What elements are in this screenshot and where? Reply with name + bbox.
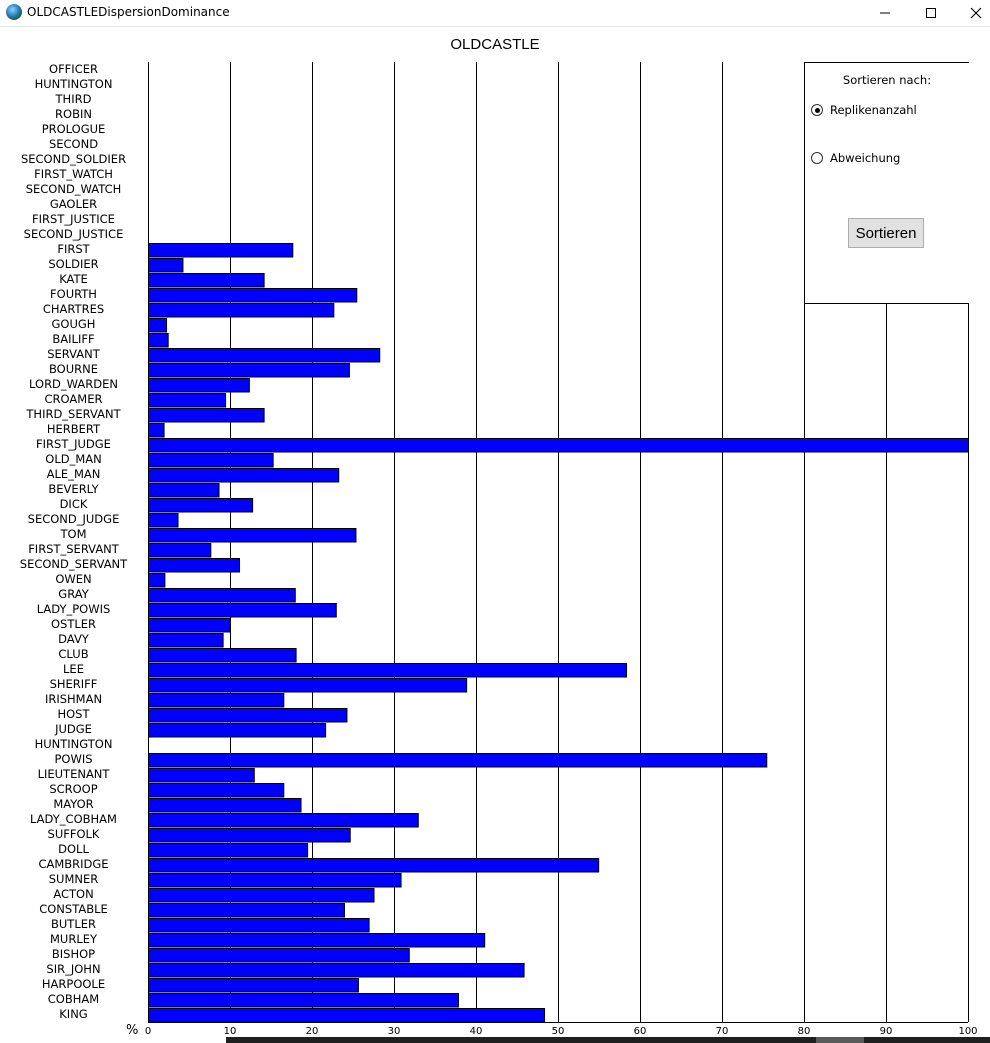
category-label: SERVANT <box>47 347 100 361</box>
category-label: FIRST <box>57 242 90 256</box>
bar-acton <box>149 889 375 903</box>
category-label: DICK <box>59 497 88 511</box>
category-label: SECOND <box>48 137 99 151</box>
sort-option-abweichung[interactable] <box>811 151 900 165</box>
category-label: KING <box>59 1007 88 1021</box>
category-label: SECOND_JUSTICE <box>23 227 124 241</box>
bar-irishman <box>149 694 284 708</box>
category-label: OWEN <box>55 572 92 586</box>
category-label: DAVY <box>58 632 89 646</box>
bar-bourne <box>149 364 350 378</box>
bar-kate <box>149 274 265 288</box>
bar-chartres <box>149 304 334 318</box>
bar-king <box>149 1009 545 1023</box>
bar-judge <box>149 724 326 738</box>
bar-ostler <box>149 619 230 633</box>
bar-constable <box>149 904 345 918</box>
bar-gray <box>149 589 296 603</box>
category-label: DOLL <box>58 842 89 856</box>
tick-label-20: 20 <box>305 1026 319 1037</box>
category-label: FOURTH <box>50 287 97 301</box>
bar-murley <box>149 934 485 948</box>
category-label: SECOND_SERVANT <box>19 557 128 571</box>
bar-bishop <box>149 949 410 963</box>
category-label: OSTLER <box>50 617 97 631</box>
bar-tom <box>149 529 356 543</box>
category-label: SUFFOLK <box>47 827 100 841</box>
category-label: COBHAM <box>47 992 100 1006</box>
bar-bailiff <box>149 334 169 348</box>
category-label: CLUB <box>58 647 89 661</box>
bar-host <box>149 709 347 723</box>
bar-first <box>149 244 293 258</box>
bar-mayor <box>149 799 302 813</box>
category-label: HARPOOLE <box>41 977 106 991</box>
category-label: ROBIN <box>55 107 92 121</box>
bar-lieutenant <box>149 769 255 783</box>
category-label: SIR_JOHN <box>46 962 101 976</box>
category-label: OFFICER <box>49 62 98 76</box>
bar-cambridge <box>149 859 599 873</box>
bar-first_judge <box>149 439 969 453</box>
category-label: BISHOP <box>51 947 96 961</box>
category-label: OLD_MAN <box>45 452 102 466</box>
bar-butler <box>149 919 370 933</box>
category-label: SECOND_JUDGE <box>27 512 120 526</box>
window-title: OLDCASTLEDispersionDominance <box>27 5 230 19</box>
category-label: MURLEY <box>49 932 98 946</box>
bar-sheriff <box>149 679 467 693</box>
category-label: FIRST_WATCH <box>34 167 113 181</box>
bar-third_servant <box>149 409 265 423</box>
category-label: ALE_MAN <box>46 467 101 481</box>
bar-croamer <box>149 394 226 408</box>
category-label: FIRST_SERVANT <box>28 542 119 556</box>
bar-gough <box>149 319 167 333</box>
tick-label-40: 40 <box>469 1026 483 1037</box>
bar-powis <box>149 754 767 768</box>
category-label: GAOLER <box>49 197 98 211</box>
bar-scroop <box>149 784 284 798</box>
bar-lee <box>149 664 627 678</box>
bar-fourth <box>149 289 357 303</box>
taskbar-strip <box>226 1037 990 1043</box>
sort-option-replikenanzahl[interactable] <box>811 103 917 117</box>
category-label: SECOND_SOLDIER <box>20 152 127 166</box>
bar-sir_john <box>149 964 525 978</box>
category-label: PROLOGUE <box>41 122 106 136</box>
radio-replikenanzahl-label: Replikenanzahl <box>830 103 917 117</box>
category-label: BOURNE <box>48 362 98 376</box>
tick-label-50: 50 <box>551 1026 565 1037</box>
category-label: BAILIFF <box>52 332 95 346</box>
bar-owen <box>149 574 165 588</box>
category-label: POWIS <box>54 752 93 766</box>
bar-lady_powis <box>149 604 337 618</box>
x-axis-label: % <box>126 1023 139 1038</box>
category-label: THIRD_SERVANT <box>26 407 121 421</box>
category-label: LADY_POWIS <box>36 602 111 616</box>
bar-club <box>149 649 297 663</box>
category-label: GRAY <box>58 587 89 601</box>
category-label: LORD_WARDEN <box>29 377 118 391</box>
category-label: IRISHMAN <box>44 692 103 706</box>
tick-label-60: 60 <box>633 1026 647 1037</box>
bar-davy <box>149 634 224 648</box>
bar-beverly <box>149 484 220 498</box>
bar-lord_warden <box>149 379 250 393</box>
chart-title: OLDCASTLE <box>450 36 540 53</box>
bar-dick <box>149 499 253 513</box>
category-label: CROAMER <box>44 392 103 406</box>
category-label: SECOND_WATCH <box>25 182 122 196</box>
category-label: GOUGH <box>51 317 96 331</box>
category-label: HERBERT <box>46 422 101 436</box>
category-label: BUTLER <box>51 917 96 931</box>
tick-label-80: 80 <box>797 1026 811 1037</box>
bar-harpoole <box>149 979 359 993</box>
bar-first_servant <box>149 544 211 558</box>
radio-replikenanzahl[interactable] <box>811 104 823 116</box>
bar-suffolk <box>149 829 351 843</box>
category-label: MAYOR <box>53 797 94 811</box>
sort-heading: Sortieren nach: <box>842 73 932 87</box>
tick-label-0: 0 <box>144 1026 152 1037</box>
category-label: LIEUTENANT <box>37 767 110 781</box>
category-label: KATE <box>59 272 88 286</box>
bar-doll <box>149 844 308 858</box>
category-label: JUDGE <box>55 722 92 736</box>
sort-panel <box>804 62 969 304</box>
category-label: LEE <box>63 662 84 676</box>
category-label: HUNTINGTON <box>34 77 113 91</box>
tick-label-70: 70 <box>715 1026 729 1037</box>
category-label: SOLDIER <box>48 257 99 271</box>
category-label: CAMBRIDGE <box>38 857 109 871</box>
bar-lady_cobham <box>149 814 419 828</box>
sort-button[interactable]: Sortieren <box>848 218 924 248</box>
category-label: LADY_COBHAM <box>30 812 117 826</box>
bar-cobham <box>149 994 459 1008</box>
tick-label-90: 90 <box>879 1026 893 1037</box>
taskbar-highlight <box>816 1037 864 1043</box>
category-label: SCROOP <box>49 782 98 796</box>
bar-herbert <box>149 424 165 438</box>
radio-abweichung-label: Abweichung <box>830 151 901 165</box>
category-label: ACTON <box>53 887 94 901</box>
bar-servant <box>149 349 380 363</box>
tick-label-100: 100 <box>958 1026 978 1037</box>
tick-label-10: 10 <box>223 1026 237 1037</box>
tick-label-30: 30 <box>387 1026 401 1037</box>
radio-abweichung[interactable] <box>811 152 823 164</box>
category-label: FIRST_JUDGE <box>36 437 111 451</box>
bar-second_servant <box>149 559 240 573</box>
bar-ale_man <box>149 469 339 483</box>
bar-sumner <box>149 874 402 888</box>
category-label: HOST <box>57 707 90 721</box>
category-label: FIRST_JUSTICE <box>32 212 115 226</box>
category-label: HUNTINGTON <box>34 737 113 751</box>
category-label: SHERIFF <box>49 677 98 691</box>
bar-second_judge <box>149 514 179 528</box>
category-label: BEVERLY <box>48 482 99 496</box>
category-label: SUMNER <box>48 872 99 886</box>
category-label: CHARTRES <box>42 302 105 316</box>
category-label: TOM <box>60 527 87 541</box>
category-label: THIRD <box>55 92 92 106</box>
category-label: CONSTABLE <box>39 902 108 916</box>
bar-old_man <box>149 454 274 468</box>
bar-soldier <box>149 259 183 273</box>
